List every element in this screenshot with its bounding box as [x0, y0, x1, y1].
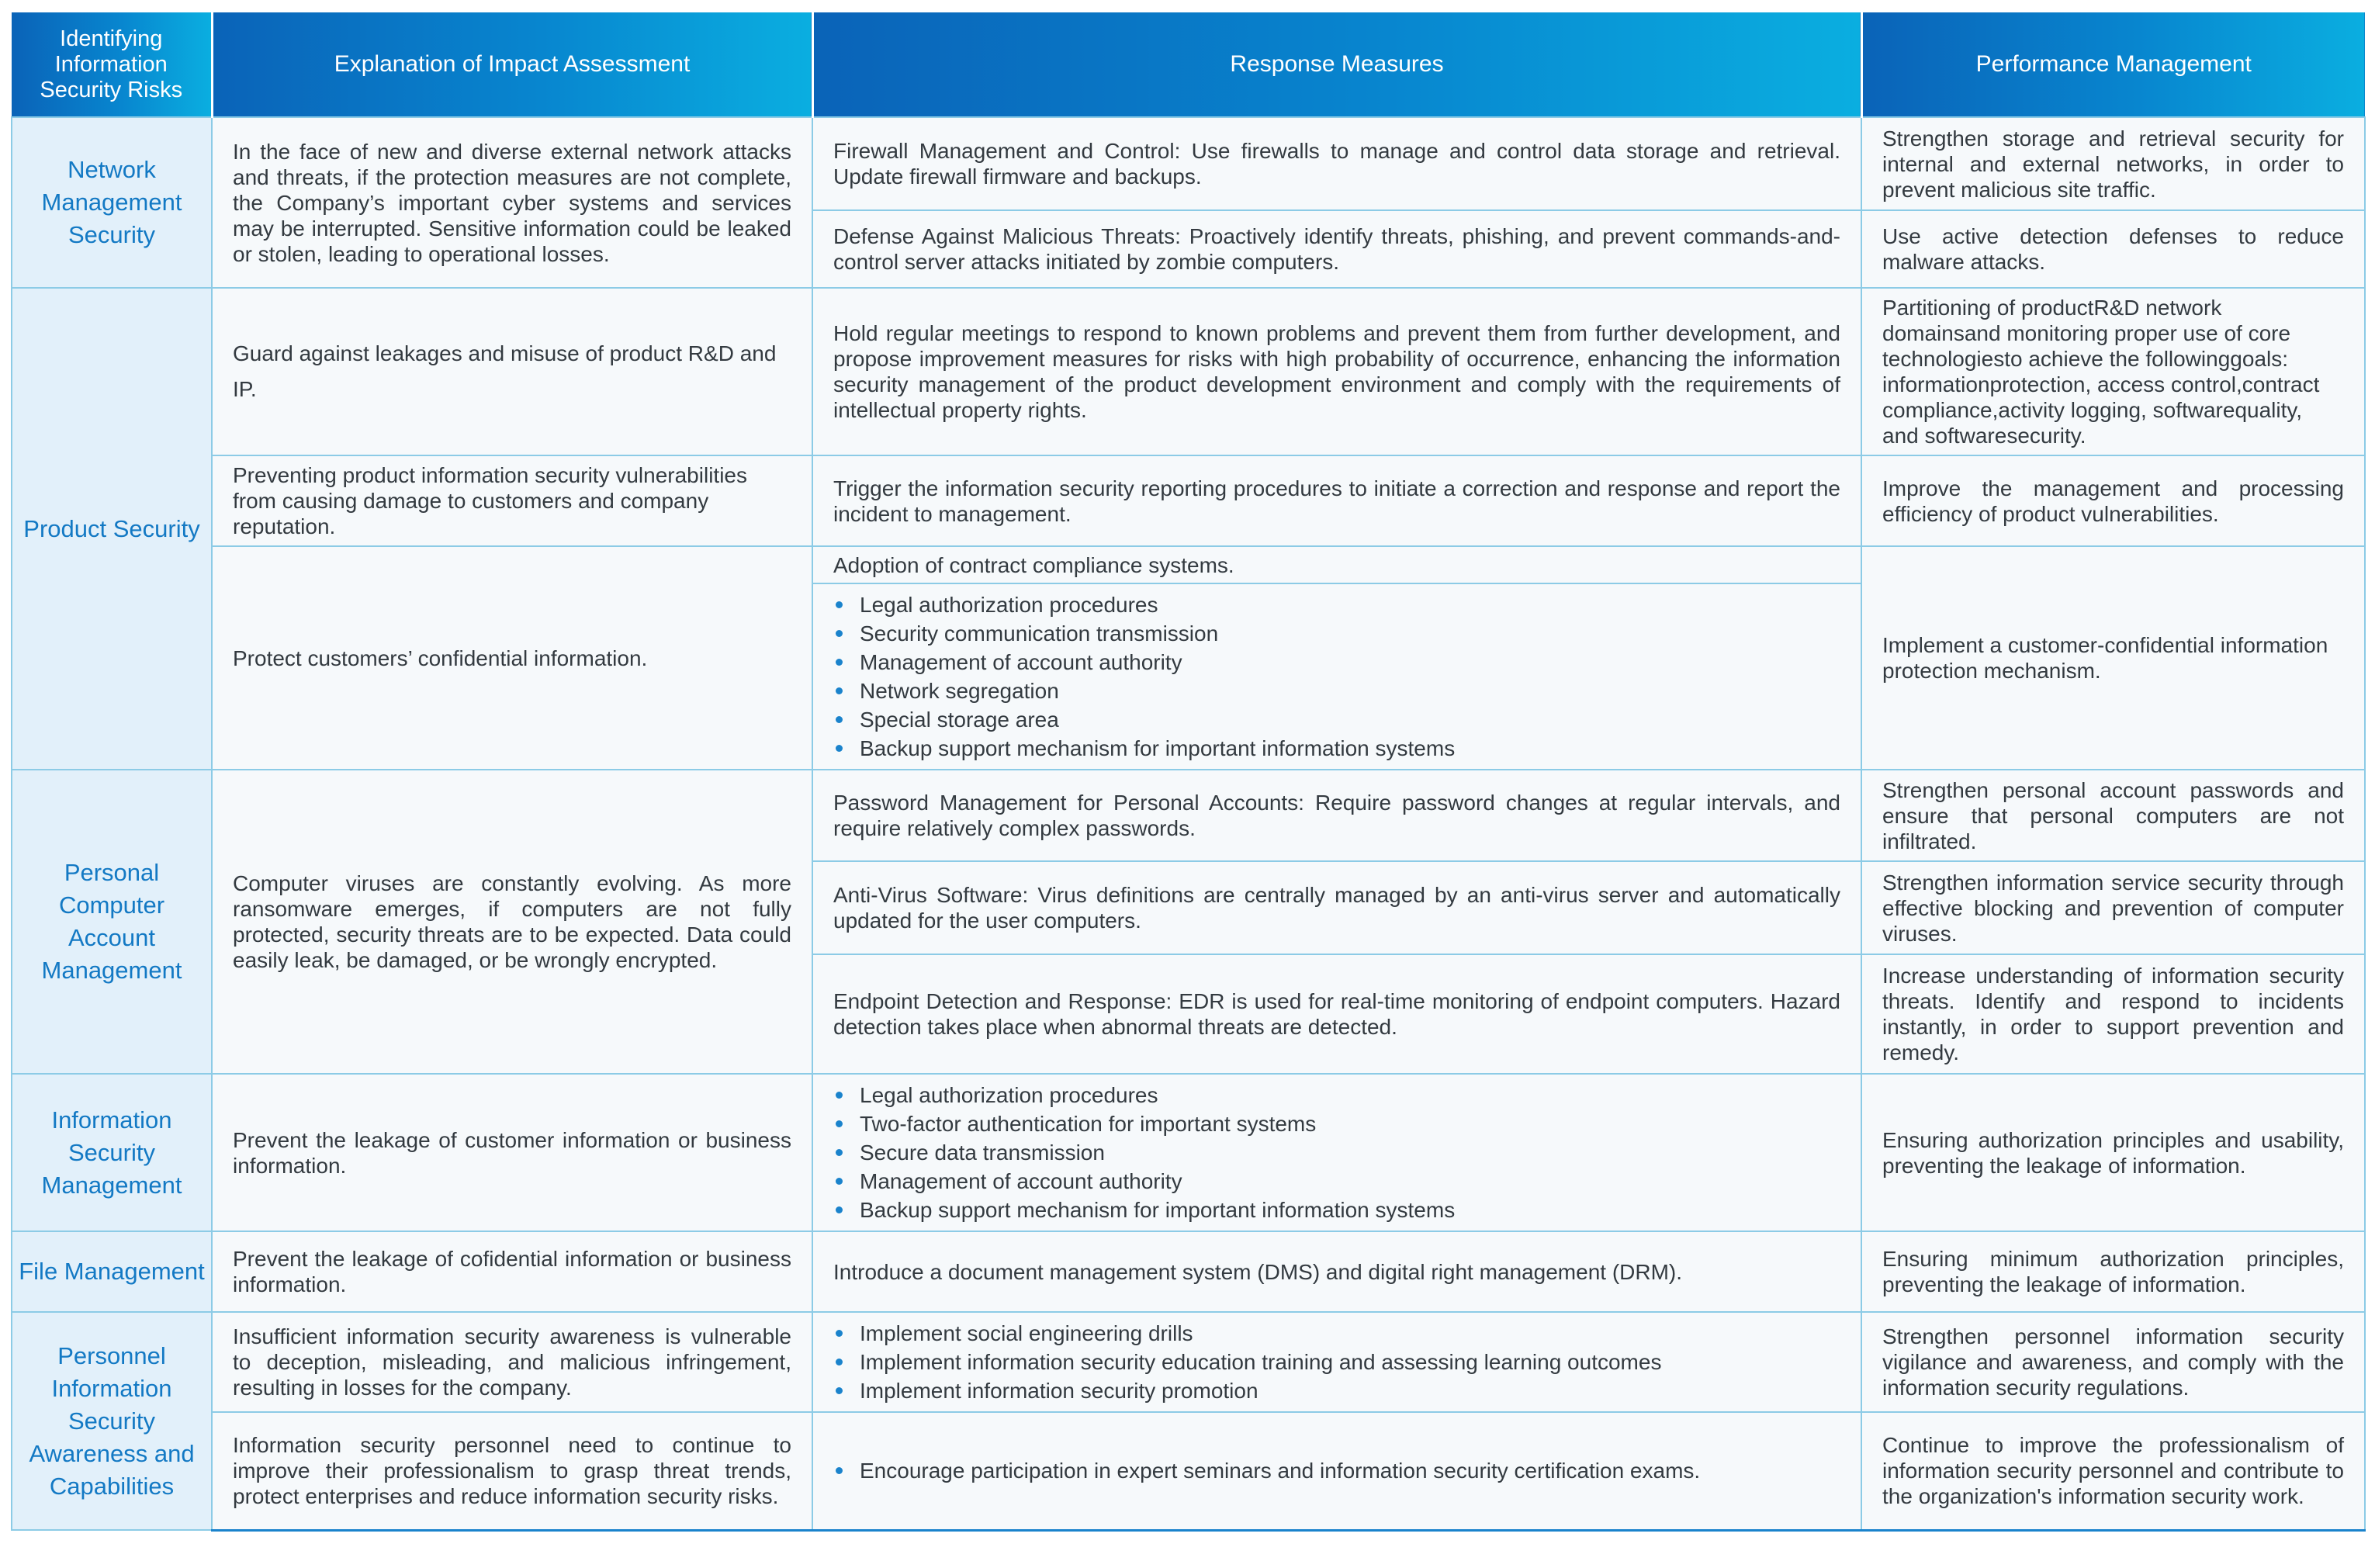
impact-cell: Guard against leakages and misuse of product R&D and IP.	[212, 288, 812, 455]
impact-cell: Information security personnel need to continue to improve their professionalism to grasp threat trends, protect enterprises and reduce information security risks.	[212, 1412, 812, 1530]
response-cell: Introduce a document management system (DMS) and digital right management (DRM).	[812, 1231, 1861, 1312]
list-item: Two-factor authentication for important systems	[860, 1109, 1840, 1138]
category-personnel-information-security-awareness: Personnel Information Security Awareness and Capabilities	[12, 1312, 212, 1530]
table-row	[12, 1312, 2365, 1412]
response-cell: Password Management for Personal Accounts: Require password changes at regular intervals, and require relatively complex passwords.	[812, 770, 1861, 861]
impact-cell: Computer viruses are constantly evolving. As more ransomware emerges, if computers are not fully protected, security threats are to be expected. Data could easily leak, be damaged, or be wrongly encrypted.	[212, 770, 812, 1074]
header-response: Response Measures	[812, 12, 1861, 117]
header-performance: Performance Management	[1861, 12, 2365, 117]
performance-cell: Strengthen storage and retrieval security for internal and external networks, in order to prevent malicious site traffic.	[1861, 117, 2365, 210]
table-row	[12, 117, 2365, 210]
response-cell: Adoption of contract compliance systems.	[812, 546, 1861, 583]
table-row	[12, 455, 2365, 546]
list-item: Backup support mechanism for important information systems	[860, 734, 1840, 763]
list-item: Management of account authority	[860, 648, 1840, 677]
category-product-security: Product Security	[12, 288, 212, 770]
list-item: Security communication transmission	[860, 619, 1840, 648]
table-row	[12, 1412, 2365, 1530]
table-row	[12, 288, 2365, 455]
response-cell: Hold regular meetings to respond to known problems and prevent them from further development, and propose improvement measures for risks with high probability of occurrence, enhancing the information security management of the product development environment and comply with the requirements of intellectual property rights.	[812, 288, 1861, 455]
category-personal-computer-account-management: Personal Computer Account Management	[12, 770, 212, 1074]
performance-cell: Partitioning of productR&D network domainsand monitoring proper use of core technologiesto achieve the followinggoals: informationprotection, access control,contract compliance,activity logging, softwarequality, and softwaresecurity.	[1861, 288, 2365, 455]
header-row	[12, 12, 2365, 117]
performance-cell: Strengthen personal account passwords and ensure that personal computers are not infiltrated.	[1861, 770, 2365, 861]
header-impact: Explanation of Impact Assessment	[212, 12, 812, 117]
list-item: Legal authorization procedures	[860, 590, 1840, 619]
list-item: Encourage participation in expert seminars and information security certification exams.	[860, 1456, 1840, 1485]
bullet-list	[833, 1081, 1840, 1224]
performance-cell: Ensuring authorization principles and usability, preventing the leakage of information.	[1861, 1074, 2365, 1231]
impact-cell: Insufficient information security awareness is vulnerable to deception, misleading, and malicious infringement, resulting in losses for the company.	[212, 1312, 812, 1412]
response-cell: Defense Against Malicious Threats: Proactively identify threats, phishing, and prevent commands-and-control server attacks initiated by zombie computers.	[812, 210, 1861, 288]
list-item: Implement information security promotion	[860, 1376, 1840, 1405]
impact-cell: In the face of new and diverse external network attacks and threats, if the protection measures are not complete, the Company’s important cyber systems and services may be interrupted. Sensitive information could be leaked or stolen, leading to operational losses.	[212, 117, 812, 288]
performance-cell: Strengthen information service security through effective blocking and prevention of computer viruses.	[1861, 861, 2365, 954]
list-item: Implement information security education training and assessing learning outcomes	[860, 1348, 1840, 1376]
list-item: Implement social engineering drills	[860, 1319, 1840, 1348]
bullet-list	[833, 590, 1840, 763]
information-security-risk-table	[11, 12, 2366, 1532]
list-item: Management of account authority	[860, 1167, 1840, 1196]
response-list-cell	[812, 1074, 1861, 1231]
performance-cell: Continue to improve the professionalism of information security personnel and contribute to the organization's information security work.	[1861, 1412, 2365, 1530]
performance-cell: Implement a customer-confidential information protection mechanism.	[1861, 546, 2365, 770]
bullet-list	[833, 1319, 1840, 1405]
response-cell: Firewall Management and Control: Use firewalls to manage and control data storage and retrieval. Update firewall firmware and backups.	[812, 117, 1861, 210]
response-cell: Endpoint Detection and Response: EDR is used for real-time monitoring of endpoint computers. Hazard detection takes place when abnormal threats are detected.	[812, 954, 1861, 1074]
impact-cell: Preventing product information security vulnerabilities from causing damage to customers and company reputation.	[212, 455, 812, 546]
response-cell: Trigger the information security reporting procedures to initiate a correction and response and report the incident to management.	[812, 455, 1861, 546]
performance-cell: Use active detection defenses to reduce malware attacks.	[1861, 210, 2365, 288]
table-row	[12, 1074, 2365, 1231]
category-file-management: File Management	[12, 1231, 212, 1312]
table-row	[12, 546, 2365, 583]
header-risks: Identifying Information Security Risks	[12, 12, 212, 117]
list-item: Secure data transmission	[860, 1138, 1840, 1167]
performance-cell: Strengthen personnel information security vigilance and awareness, and comply with the information security regulations.	[1861, 1312, 2365, 1412]
category-network-management-security: Network Management Security	[12, 117, 212, 288]
table-row	[12, 770, 2365, 861]
performance-cell: Improve the management and processing efficiency of product vulnerabilities.	[1861, 455, 2365, 546]
response-list-cell	[812, 1412, 1861, 1530]
category-information-security-management: Information Security Management	[12, 1074, 212, 1231]
response-list-cell	[812, 1312, 1861, 1412]
impact-cell: Protect customers’ confidential information.	[212, 546, 812, 770]
list-item: Backup support mechanism for important information systems	[860, 1196, 1840, 1224]
list-item: Network segregation	[860, 677, 1840, 705]
impact-cell: Prevent the leakage of customer information or business information.	[212, 1074, 812, 1231]
performance-cell: Ensuring minimum authorization principles, preventing the leakage of information.	[1861, 1231, 2365, 1312]
performance-cell: Increase understanding of information security threats. Identify and respond to incidents instantly, in order to support prevention and remedy.	[1861, 954, 2365, 1074]
risk-table-container	[11, 12, 2364, 1532]
impact-cell: Prevent the leakage of cofidential information or business information.	[212, 1231, 812, 1312]
response-cell: Anti-Virus Software: Virus definitions are centrally managed by an anti-virus server and automatically updated for the user computers.	[812, 861, 1861, 954]
list-item: Special storage area	[860, 705, 1840, 734]
bullet-list	[833, 1456, 1840, 1485]
list-item: Legal authorization procedures	[860, 1081, 1840, 1109]
table-row	[12, 1231, 2365, 1312]
response-list-cell	[812, 583, 1861, 770]
